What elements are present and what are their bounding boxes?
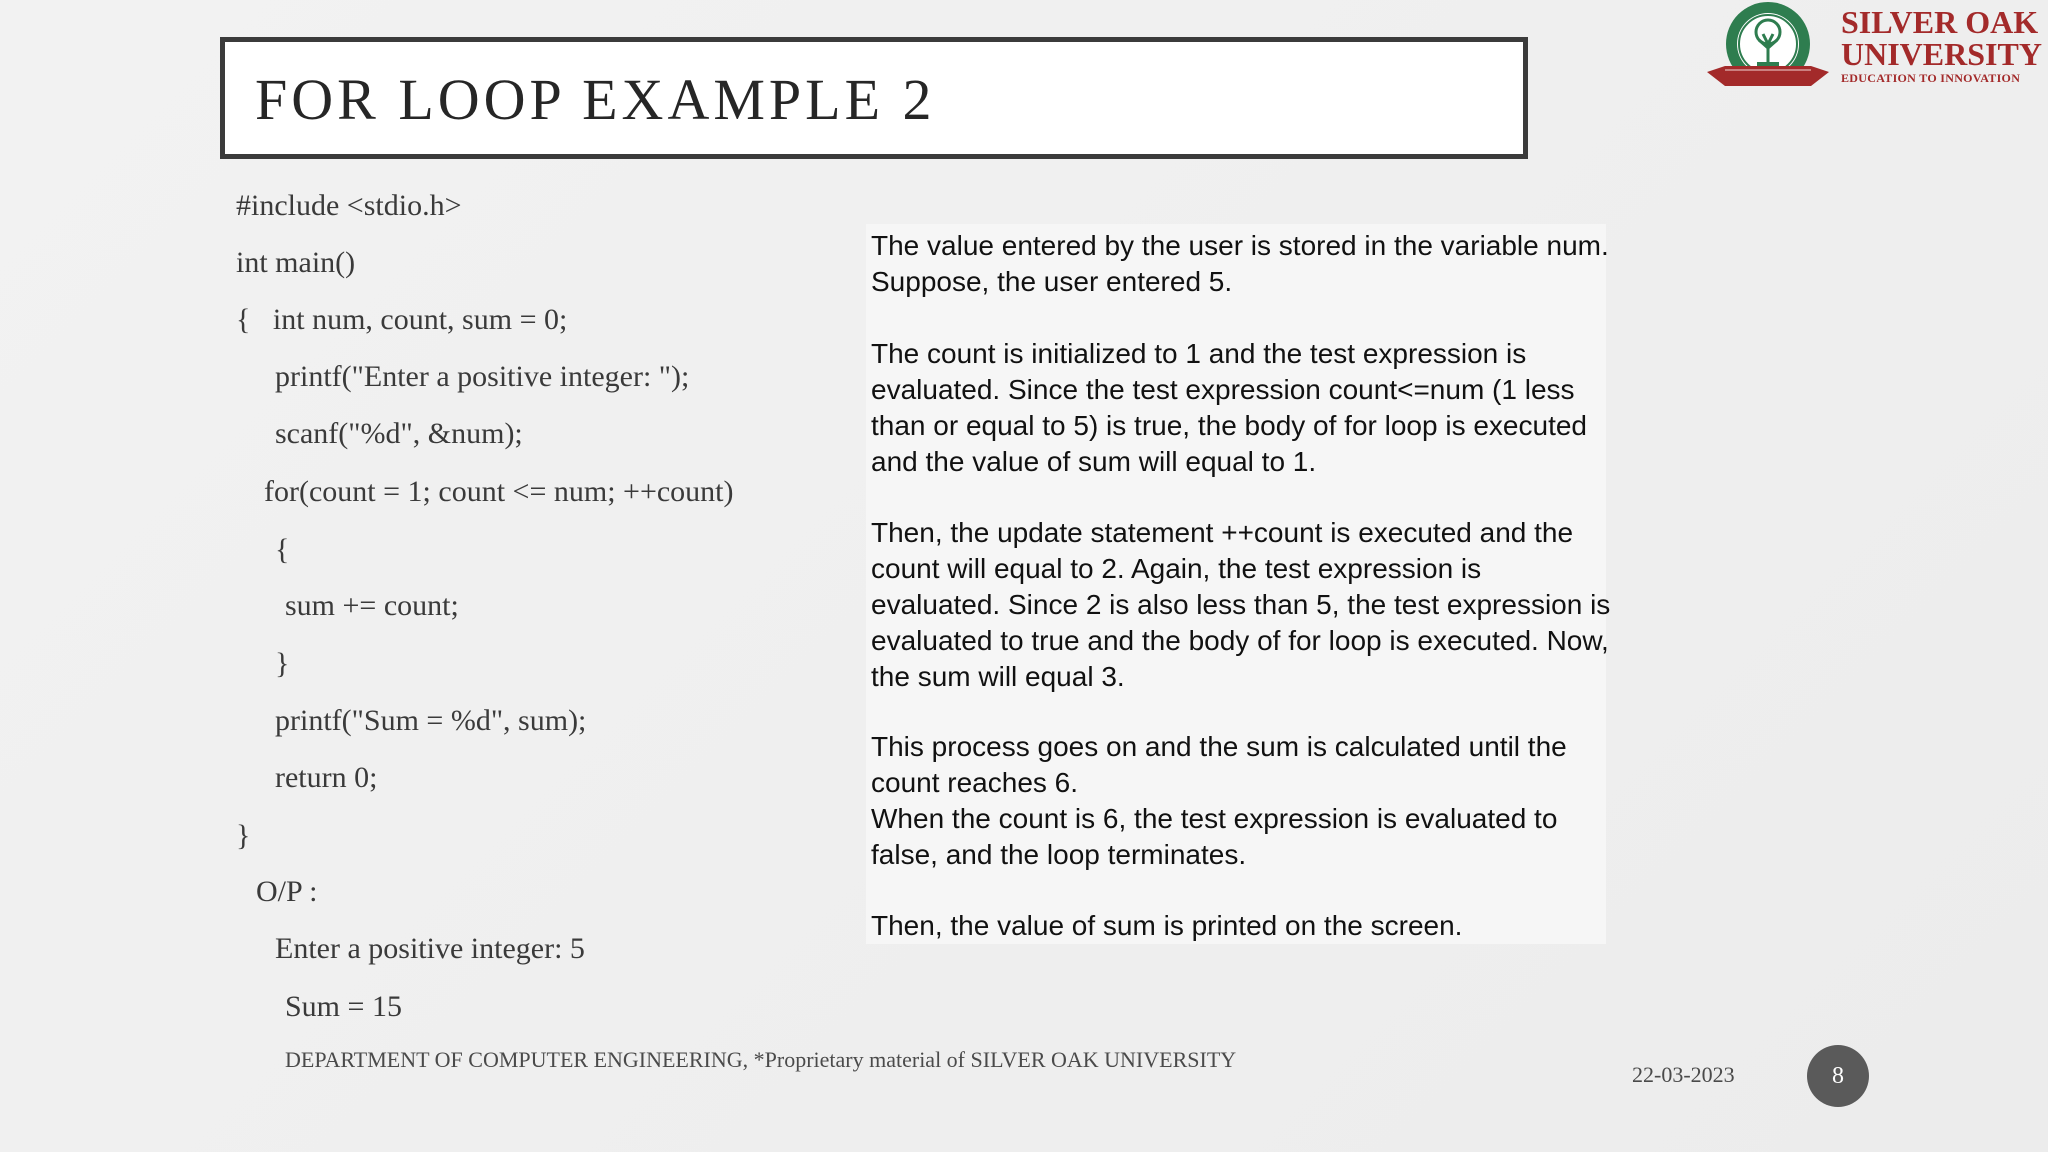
page-number: 8 <box>1832 1062 1844 1089</box>
logo-line2: UNIVERSITY <box>1841 36 2042 72</box>
code-line: } <box>236 819 251 852</box>
output-line: Enter a positive integer: 5 <box>275 932 585 965</box>
page-number-badge <box>1807 1045 1869 1107</box>
footer-department: DEPARTMENT OF COMPUTER ENGINEERING, *Proprietary material of SILVER OAK UNIVERSITY <box>285 1047 1237 1072</box>
code-line: } <box>275 647 290 680</box>
logo-line1: SILVER OAK <box>1841 4 2039 40</box>
slide-title: FOR LOOP EXAMPLE 2 <box>255 67 936 132</box>
explanation-paragraph: The count is initialized to 1 and the test expression is evaluated. Since the test expression count<=num (1 less than or equal to 5) is true, the body of for loop is executed and the value of sum will equal to 1. <box>871 338 1587 477</box>
code-line: int main() <box>236 246 356 279</box>
code-line: for(count = 1; count <= num; ++count) <box>264 475 734 508</box>
output-line: Sum = 15 <box>285 990 402 1023</box>
university-logo <box>1705 0 2045 100</box>
logo-tagline: EDUCATION TO INNOVATION <box>1841 71 2021 85</box>
slide-title-box <box>220 37 1528 159</box>
logo-wordmark <box>1841 6 2042 86</box>
university-seal-icon <box>1705 0 1835 100</box>
code-line: { int num, count, sum = 0; <box>236 303 568 336</box>
explanation-paragraph: Then, the value of sum is printed on the screen. <box>871 910 1463 941</box>
explanation-paragraph: When the count is 6, the test expression is evaluated to false, and the loop terminates. <box>871 803 1558 870</box>
explanation-paragraph: Then, the update statement ++count is executed and the count will equal to 2. Again, the test expression is evaluated. Since 2 is also less than 5, the test expression is evaluated to true and the body of for loop is executed. Now, the sum will equal 3. <box>871 517 1611 692</box>
code-line: printf("Enter a positive integer: "); <box>275 360 690 393</box>
output-label: O/P : <box>256 875 318 908</box>
code-line: #include <stdio.h> <box>236 189 462 222</box>
explanation-paragraph: The value entered by the user is stored in the variable num. Suppose, the user entered 5. <box>871 230 1609 297</box>
footer-date: 22-03-2023 <box>1632 1062 1735 1087</box>
explanation-box <box>866 224 1611 944</box>
explanation-paragraph: This process goes on and the sum is calculated until the count reaches 6. <box>871 731 1567 798</box>
code-line: sum += count; <box>285 589 459 622</box>
code-line: return 0; <box>275 761 378 794</box>
code-line: { <box>275 533 290 566</box>
code-line: printf("Sum = %d", sum); <box>275 704 587 737</box>
code-line: scanf("%d", &num); <box>275 417 523 450</box>
